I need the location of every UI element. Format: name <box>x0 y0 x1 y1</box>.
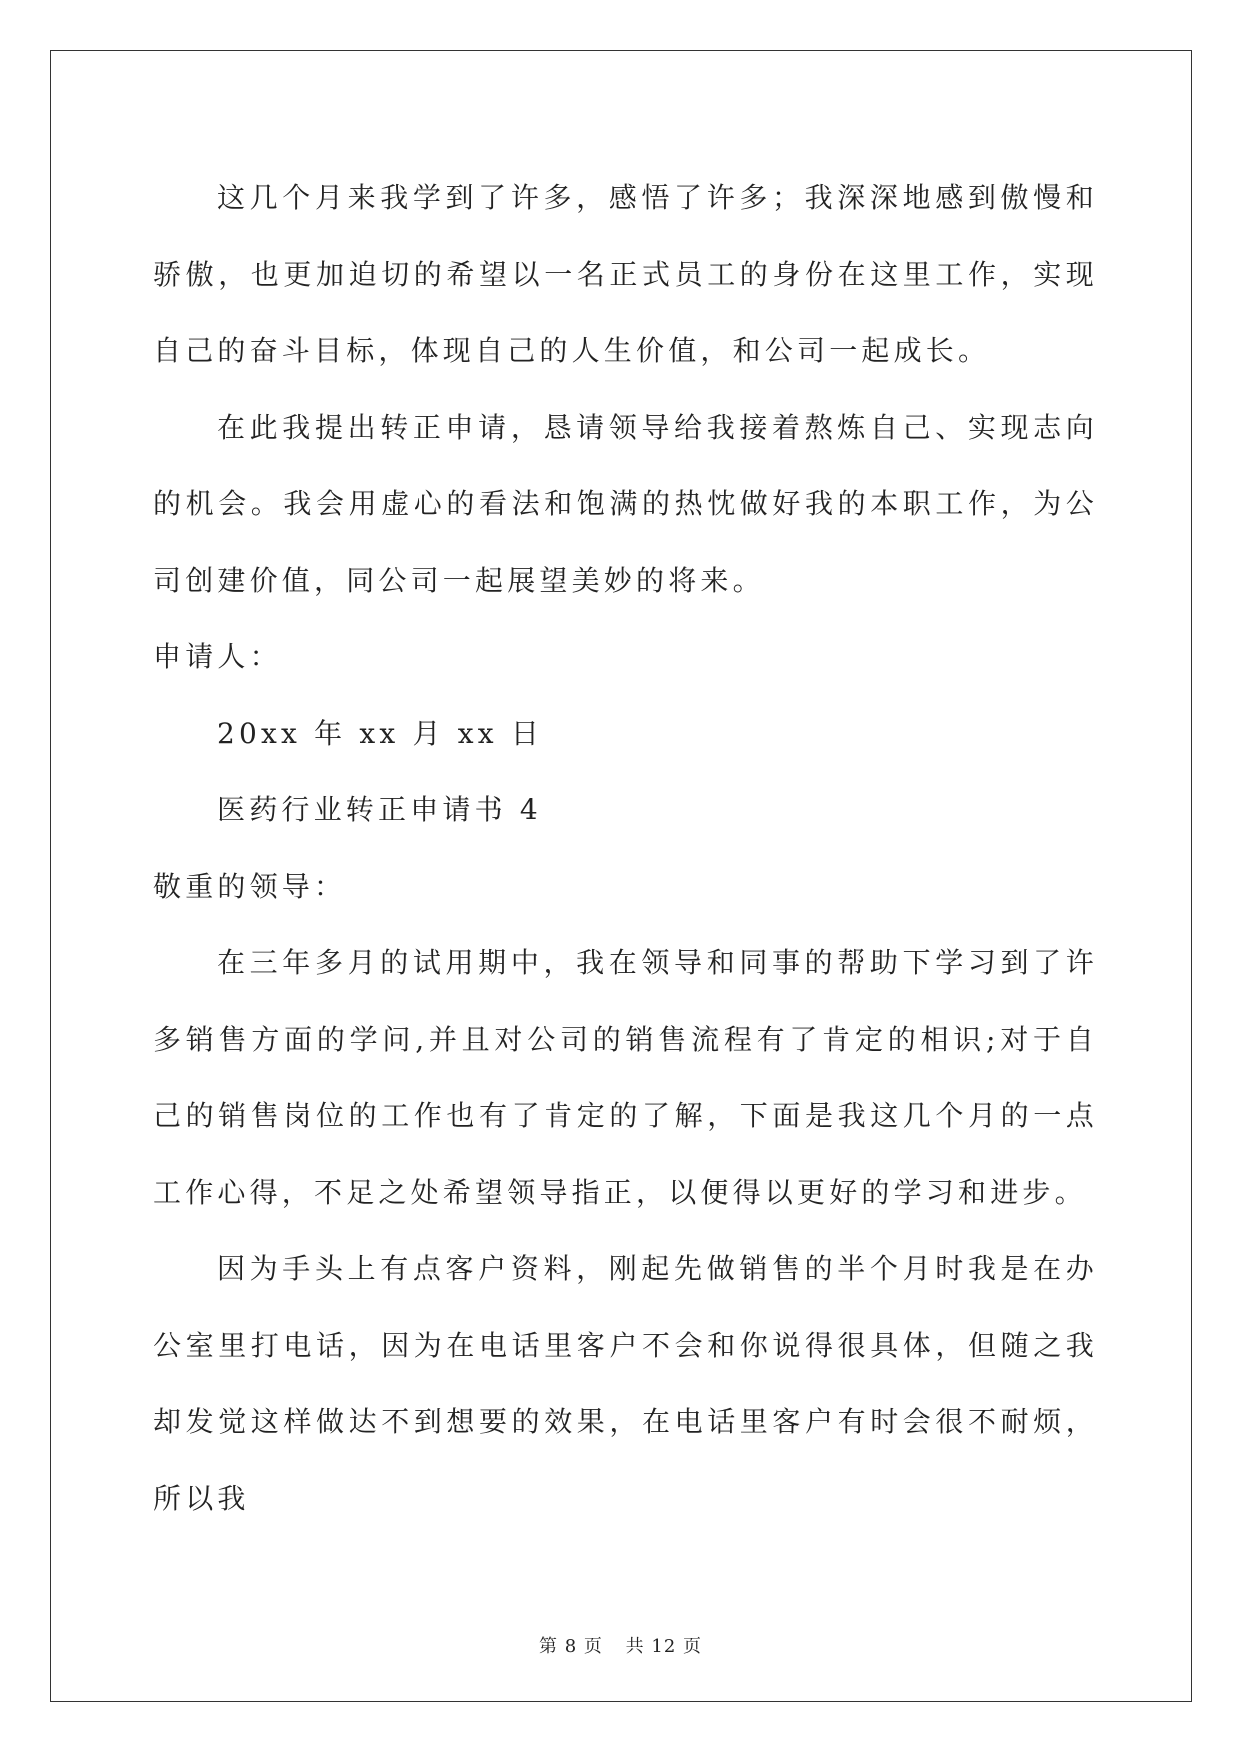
page-footer <box>0 1632 1241 1658</box>
paragraph-phone-sales: 因为手头上有点客户资料，刚起先做销售的半个月时我是在办公室里打电话，因为在电话里客户不会和你说得很具体，但随之我却发觉这样做达不到想要的效果，在电话里客户有时会很不耐烦，所以我 <box>153 1252 1098 1515</box>
date-line: 20xx 年 xx 月 xx 日 <box>217 716 544 750</box>
document-body <box>153 160 1098 1537</box>
page-total: 共 12 页 <box>625 1636 702 1657</box>
paragraph-growth: 这几个月来我学到了许多，感悟了许多；我深深地感到傲慢和骄傲，也更加迫切的希望以一名正式员工的身份在这里工作，实现自己的奋斗目标，体现自己的人生价值，和公司一起成长。 <box>153 181 1098 367</box>
page-number: 第 8 页 <box>539 1636 603 1657</box>
paragraph-probation: 在三年多月的试用期中，我在领导和同事的帮助下学习到了许多销售方面的学问,并且对公司的销售流程有了肯定的相识;对于自己的销售岗位的工作也有了肯定的了解，下面是我这几个月的一点工作心得，不足之处希望领导指正，以便得以更好的学习和进步。 <box>153 946 1098 1209</box>
paragraph-request: 在此我提出转正申请，恳请领导给我接着熬炼自己、实现志向的机会。我会用虚心的看法和饱满的热忱做好我的本职工作，为公司创建价值，同公司一起展望美妙的将来。 <box>153 410 1098 597</box>
section-title: 医药行业转正申请书 4 <box>217 793 542 826</box>
salutation: 敬重的领导： <box>153 869 347 903</box>
applicant-label: 申请人： <box>153 640 282 673</box>
